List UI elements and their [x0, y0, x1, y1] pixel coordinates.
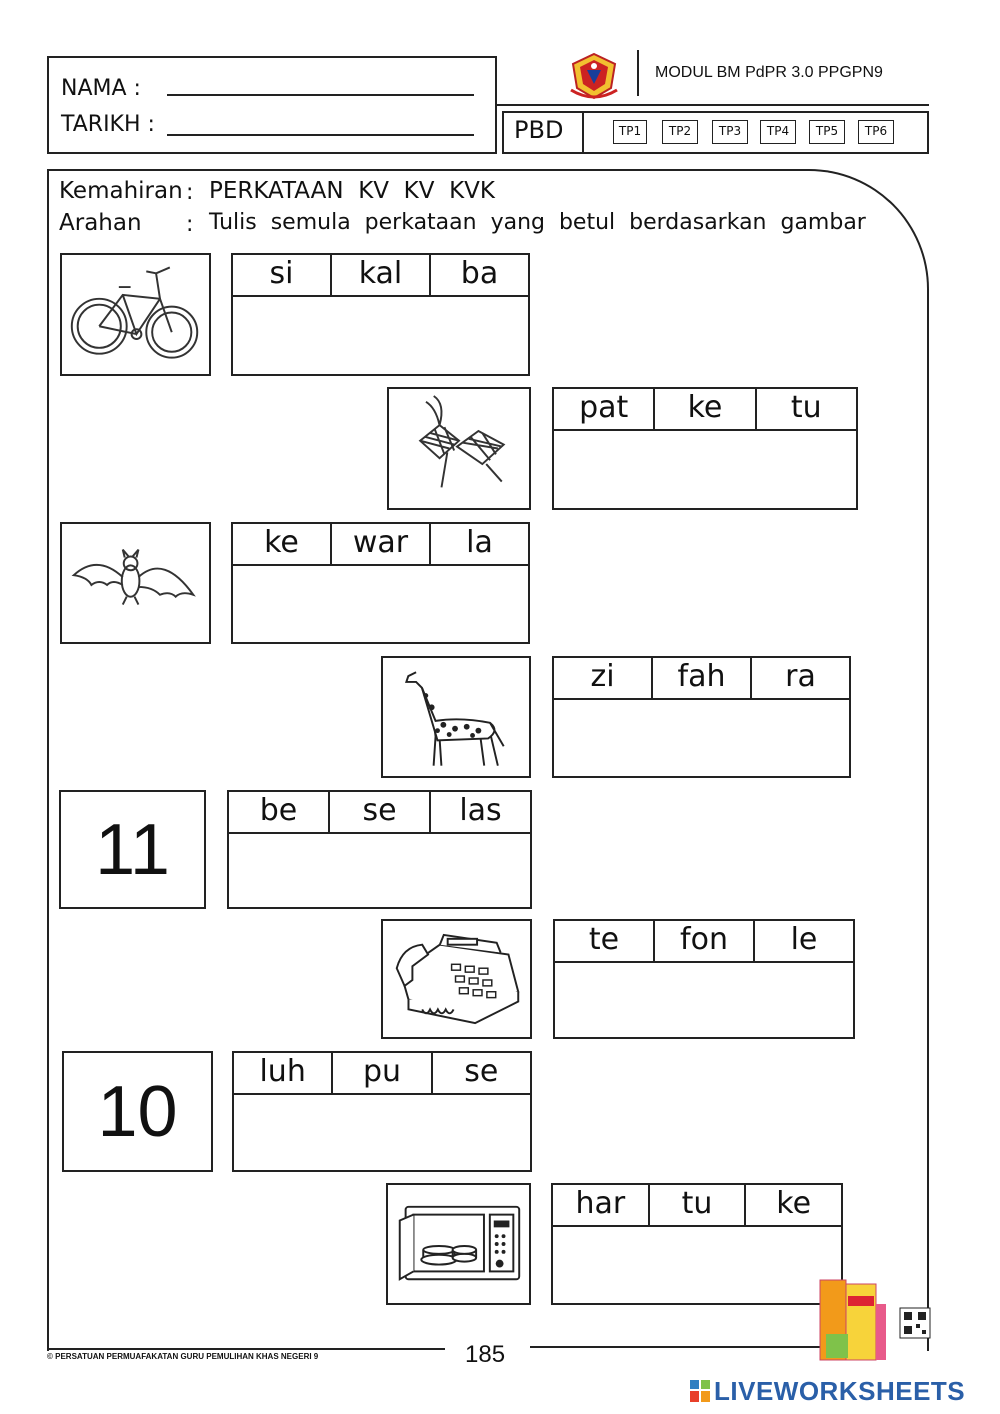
syllable: war [332, 524, 431, 564]
syllable: kal [332, 255, 431, 295]
syllable: ke [655, 389, 756, 429]
syllable: fon [655, 921, 755, 961]
task-colon: : [186, 212, 194, 237]
name-date-box [47, 56, 497, 154]
footer-rule-right [530, 1346, 830, 1348]
syllable: luh [234, 1053, 333, 1093]
syllable: ke [233, 524, 332, 564]
bicycle-picture [60, 253, 211, 376]
pbd-label: PBD [514, 116, 564, 144]
microwave-picture [386, 1183, 531, 1305]
tarikh-label: TARIKH : [61, 112, 155, 137]
answer-card-6 [553, 919, 855, 1039]
syllable: ra [785, 659, 816, 694]
telephone-icon [383, 921, 530, 1037]
skill-label: Kemahiran [59, 178, 183, 204]
answer-card-2 [552, 387, 858, 510]
answer-input[interactable] [233, 297, 528, 374]
syllable: har [553, 1185, 650, 1225]
syllable: pat [554, 389, 655, 429]
answer-card-1 [231, 253, 530, 376]
bicycle-icon [62, 255, 209, 374]
syllable: le [790, 922, 818, 957]
tp5-box[interactable]: TP5 [809, 120, 845, 144]
syllable: tu [650, 1185, 747, 1225]
tp2-box[interactable]: TP2 [662, 120, 698, 144]
skill-value: PERKATAAN KV KV KVK [209, 178, 495, 204]
answer-input[interactable] [234, 1095, 530, 1170]
syllable: se [464, 1054, 499, 1089]
tp3-box[interactable]: TP3 [712, 120, 748, 144]
syllable: pu [333, 1053, 432, 1093]
syllable: se [330, 792, 431, 832]
copyright-text: © PERSATUAN PERMUAFAKATAN GURU PEMULIHAN KHAS NEGERI 9 [47, 1352, 319, 1361]
syllable: be [229, 792, 330, 832]
brand-name: LIVEWORKSHEETS [714, 1375, 966, 1406]
pbd-divider [582, 111, 584, 154]
number-value: 11 [95, 810, 170, 890]
telephone-picture [381, 919, 532, 1039]
tp6-box[interactable]: TP6 [858, 120, 894, 144]
answer-card-8 [551, 1183, 843, 1305]
answer-card-3 [231, 522, 530, 644]
giraffe-icon [383, 658, 529, 776]
school-crest-logo [565, 50, 623, 102]
task-label: Arahan [59, 210, 142, 236]
syllable: tu [790, 390, 822, 425]
answer-input[interactable] [554, 700, 849, 776]
tarikh-line[interactable] [167, 134, 474, 136]
answer-card-4 [552, 656, 851, 778]
answer-input[interactable] [555, 963, 853, 1037]
answer-input[interactable] [553, 1227, 841, 1303]
product-ad-image [818, 1274, 940, 1366]
liveworksheets-logo[interactable] [690, 1374, 965, 1408]
answer-input[interactable] [233, 566, 528, 642]
answer-input[interactable] [229, 834, 530, 907]
giraffe-picture [381, 656, 531, 778]
syllable: las [459, 793, 502, 828]
syllable: si [233, 255, 332, 295]
bat-picture [60, 522, 211, 644]
syllable: zi [554, 658, 653, 698]
answer-card-5 [227, 790, 532, 909]
footer-rule-left [47, 1348, 445, 1350]
nama-label: NAMA : [61, 76, 141, 101]
number-picture-10 [62, 1051, 213, 1172]
bat-icon [62, 524, 209, 642]
nama-line[interactable] [167, 94, 474, 96]
task-value: Tulis semula perkataan yang betul berdasarkan gambar [209, 210, 866, 235]
tp1-box[interactable]: TP1 [613, 120, 647, 144]
ketupat-icon [389, 389, 529, 508]
answer-card-7 [232, 1051, 532, 1172]
syllable: te [555, 921, 655, 961]
module-title: MODUL BM PdPR 3.0 PPGPN9 [655, 64, 883, 81]
syllable: fah [653, 658, 752, 698]
liveworksheets-icon [690, 1380, 710, 1402]
syllable: la [466, 525, 493, 560]
header-divider [637, 50, 639, 96]
skill-colon: : [186, 180, 194, 205]
microwave-icon [388, 1185, 529, 1303]
answer-input[interactable] [554, 431, 856, 508]
page-number: 185 [465, 1341, 506, 1368]
number-value: 10 [97, 1072, 178, 1152]
ketupat-picture [387, 387, 531, 510]
syllable: ba [460, 256, 499, 291]
syllable: ke [776, 1186, 812, 1221]
number-picture-11 [59, 790, 206, 909]
header-rule [497, 104, 929, 106]
tp4-box[interactable]: TP4 [760, 120, 796, 144]
